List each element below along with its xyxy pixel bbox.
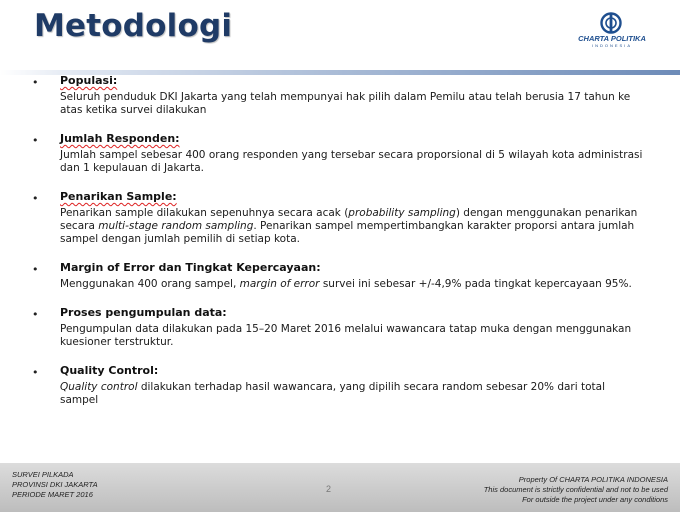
section-text-italic: probability sampling [348, 207, 456, 219]
section-body [60, 91, 646, 117]
section-quality-control [30, 364, 646, 407]
section-heading: Quality Control: [60, 364, 159, 377]
bullet-icon: • [32, 76, 39, 89]
section-text: Penarikan sample dilakukan sepenuhnya secara acak ( [60, 207, 349, 219]
bullet-icon: • [32, 134, 39, 147]
section-jumlah-responden [30, 132, 646, 175]
section-body [60, 323, 646, 349]
methodology-list [30, 74, 646, 407]
section-text-italic: multi-stage random sampling [98, 220, 254, 232]
section-text: Jumlah sampel sebesar 400 orang responden yang tersebar secara proporsional di 5 wilayah kota administrasi dan 1 kepulauan di Jakarta. [60, 149, 643, 174]
survey-info-line: PROVINSI DKI JAKARTA [12, 480, 98, 489]
section-body [60, 149, 646, 175]
section-margin-of-error [30, 261, 646, 291]
confidentiality-line: Property Of CHARTA POLITIKA INDONESIA [518, 475, 668, 484]
confidentiality-line: This document is strictly confidential and not to be used [483, 485, 668, 494]
slide-title: Metodologi [34, 8, 233, 44]
section-text: . Penarikan sampel mempertimbangkan karakter proporsi antara jumlah sampel dengan jumlah pemilih di setiap kota. [60, 220, 635, 245]
section-heading: Proses pengumpulan data: [60, 306, 227, 319]
section-penarikan-sample [30, 190, 646, 246]
logo-subtitle: INDONESIA [591, 43, 632, 48]
section-text-italic: margin of error [239, 278, 320, 290]
section-populasi [30, 74, 646, 117]
page-number: 2 [326, 484, 332, 494]
section-text: ) dengan menggunakan penarikan secara [60, 207, 638, 232]
logo-name: CHARTA POLITIKA [578, 34, 646, 43]
survey-info-line: PERIODE MARET 2016 [12, 490, 93, 499]
logo-mark-icon [600, 12, 622, 34]
survey-info [12, 470, 98, 500]
section-heading: Margin of Error dan Tingkat Kepercayaan: [60, 261, 321, 274]
charta-politika-logo [562, 12, 662, 48]
section-text: survei ini sebesar +/-4,9% pada tingkat kepercayaan 95%. [319, 278, 632, 290]
section-body [60, 381, 646, 407]
bullet-icon: • [32, 192, 39, 205]
bullet-icon: • [32, 263, 39, 276]
confidentiality-note [484, 475, 668, 505]
bullet-icon: • [32, 366, 39, 379]
section-text: Pengumpulan data dilakukan pada 15–20 Maret 2016 melalui wawancara tatap muka dengan menggunakan kuesioner terstruktur. [60, 323, 632, 348]
section-heading: Penarikan Sample: [60, 190, 177, 203]
section-text: Seluruh penduduk DKI Jakarta yang telah mempunyai hak pilih dalam Pemilu atau telah berusia 17 tahun ke atas ketika survei dilakukan [60, 91, 631, 116]
section-body [60, 207, 646, 246]
section-text: dilakukan terhadap hasil wawancara, yang dipilih secara random sebesar 20% dari total sampel [60, 381, 606, 406]
section-body [60, 278, 646, 291]
section-heading: Populasi: [60, 74, 118, 87]
bullet-icon: • [32, 308, 39, 321]
slide-footer [0, 463, 680, 512]
section-proses-pengumpulan [30, 306, 646, 349]
section-text-italic: Quality control [60, 381, 138, 393]
confidentiality-line: For outside the project under any conditions [522, 495, 668, 504]
section-text: Menggunakan 400 orang sampel, [60, 278, 240, 290]
survey-info-line: SURVEI PILKADA [12, 470, 74, 479]
section-heading: Jumlah Responden: [60, 132, 180, 145]
